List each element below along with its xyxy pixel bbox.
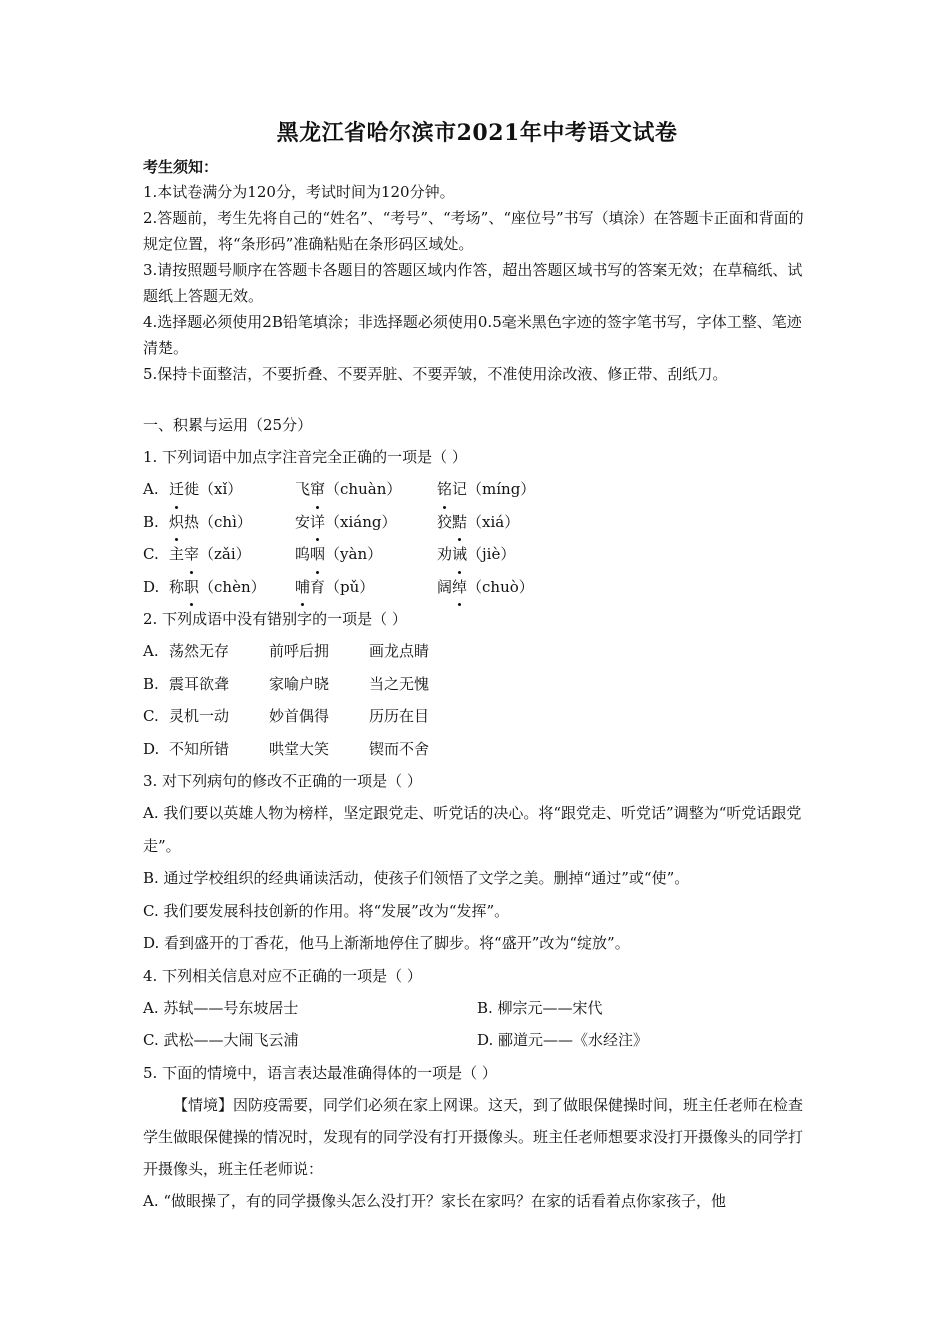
dotted-char: 铭 (437, 473, 452, 506)
question-3-stem: 3. 对下列病句的修改不正确的一项是（ ） (143, 772, 422, 790)
question-4-stem: 4. 下列相关信息对应不正确的一项是（ ） (143, 966, 422, 985)
question-2-stem: 2. 下列成语中没有错别字的一项是（ ） (143, 610, 407, 628)
question-1-stem: 1. 下列词语中加点字注音完全正确的一项是（ ） (143, 448, 467, 466)
q4-option-a: A. 苏轼——号东坡居士 (143, 998, 299, 1017)
q1-option-c: C. 主宰（zǎi） 呜咽（yàn） 劝诫（jiè） (143, 538, 811, 571)
q5-context: 【情境】因防疫需要，同学们必须在家上网课。这天，到了做眼保健操时间，班主任老师在检查学生做眼保健操的情况时，发现有的同学没有打开摄像头。班主任老师想要求没打开摄像头的同学打开摄像头，班主任老师说： (143, 1095, 804, 1178)
dotted-char: 职 (184, 571, 199, 604)
q2-option-b: B. 震耳欲聋 家喻户晓 当之无愧 (143, 674, 430, 693)
notice-item: 4.选择题必须使用2B铅笔填涂；非选择题必须使用0.5毫米黑色字迹的签字笔书写，字体工整、笔迹清楚。 (143, 313, 802, 357)
dotted-char: 详 (310, 506, 325, 539)
q3-option-c: C. 我们要发展科技创新的作用。将“发展”改为“发挥”。 (143, 901, 510, 920)
dotted-char: 诫 (452, 538, 467, 571)
notice-item: 2.答题前，考生先将自己的“姓名”、“考号”、“考场”、“座位号”书写（填涂）在答题卡正面和背面的规定位置，将“条形码”准确粘贴在条形码区域处。 (143, 209, 804, 253)
dotted-char: 黠 (452, 506, 467, 539)
section-heading: 一、积累与运用（25分） (143, 416, 313, 434)
q3-option-a: A. 我们要以英雄人物为榜样，坚定跟党走、听党话的决心。将“跟党走、听党话”调整为“听党话跟党走”。 (143, 804, 802, 855)
q4-option-c: C. 武松——大闹飞云浦 (143, 1031, 299, 1049)
notice-item: 3.请按照题号顺序在答题卡各题目的答题区域内作答，超出答题区域书写的答案无效；在草稿纸、试题纸上答题无效。 (143, 261, 803, 305)
q5-option-a: A. “做眼操了，有的同学摄像头怎么没打开？家长在家吗？在家的话看着点你家孩子，他 (143, 1191, 727, 1210)
q4-option-d: D. 郦道元——《水经注》 (477, 1031, 649, 1049)
q2-option-c: C. 灵机一动 妙首偶得 历历在目 (143, 707, 430, 725)
dotted-char: 炽 (169, 506, 184, 539)
dotted-char: 迁 (169, 473, 184, 506)
notice-heading: 考生须知： (143, 158, 219, 176)
q4-row-2 (143, 1024, 811, 1057)
notice-item: 1.本试卷满分为120分，考试时间为120分钟。 (143, 183, 455, 201)
q1-option-a: A. 迁徙（xǐ） 飞窜（chuàn） 铭记（míng） (143, 473, 811, 506)
q1-option-b: B. 炽热（chì） 安详（xiáng） 狡黠（xiá） (143, 506, 811, 539)
q2-option-d: D. 不知所错 哄堂大笑 锲而不舍 (143, 739, 430, 758)
q4-option-b: B. 柳宗元——宋代 (477, 998, 603, 1017)
question-5-stem: 5. 下面的情境中，语言表达最准确得体的一项是（ ） (143, 1063, 497, 1082)
dotted-char: 咽 (310, 538, 325, 571)
q3-option-d: D. 看到盛开的丁香花，他马上渐渐地停住了脚步。将“盛开”改为“绽放”。 (143, 934, 630, 952)
q3-option-b: B. 通过学校组织的经典诵读活动，使孩子们领悟了文学之美。删掉“通过”或“使”。 (143, 869, 690, 887)
dotted-char: 宰 (184, 538, 199, 571)
dotted-char: 绰 (452, 571, 467, 604)
q4-row-1 (143, 992, 811, 1025)
dotted-char: 窜 (310, 473, 325, 506)
exam-page (143, 116, 811, 1217)
dotted-char: 哺 (295, 571, 310, 604)
exam-title: 黑龙江省哈尔滨市2021年中考语文试卷 (276, 120, 678, 146)
q2-option-a: A. 荡然无存 前呼后拥 画龙点睛 (143, 642, 430, 660)
notice-item: 5.保持卡面整洁，不要折叠、不要弄脏、不要弄皱，不准使用涂改液、修正带、刮纸刀。 (143, 365, 728, 383)
q1-option-d: D. 称职（chèn） 哺育（pǔ） 阔绰（chuò） (143, 571, 811, 604)
